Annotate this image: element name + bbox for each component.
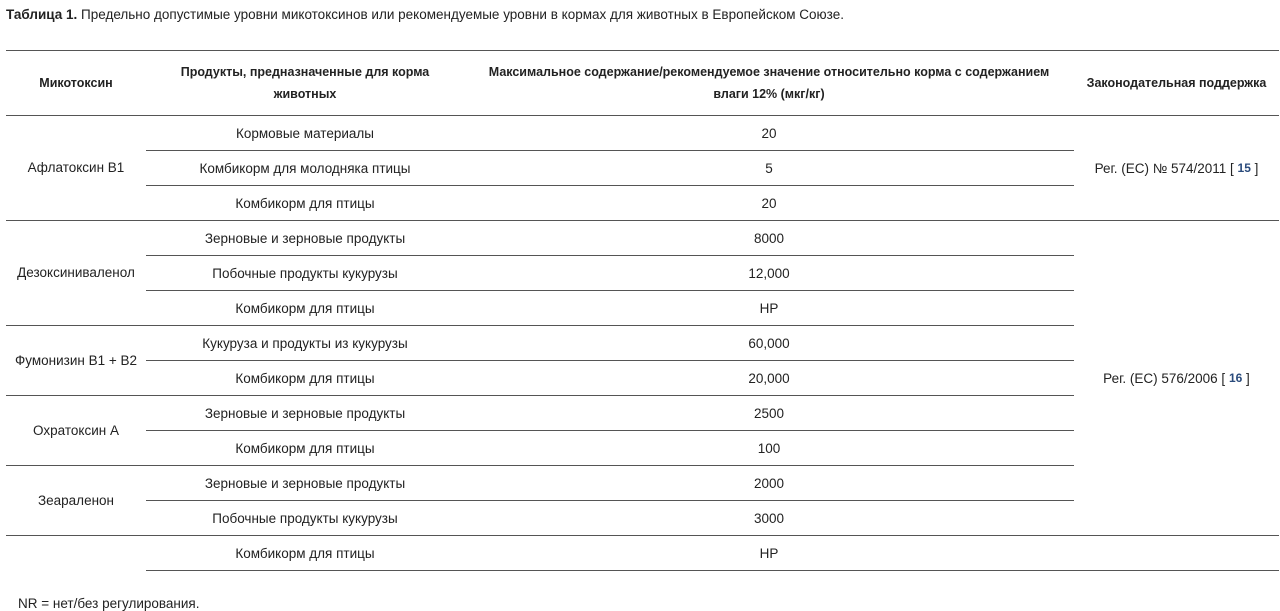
product-cell: Комбикорм для молодняка птицы [146, 151, 464, 186]
toxin-zearalenone: Зеараленон [6, 466, 146, 536]
value-cell: 20 [464, 116, 1074, 151]
product-cell: Комбикорм для птицы [146, 431, 464, 466]
product-cell: Зерновые и зерновые продукты [146, 466, 464, 501]
mycotoxin-table [6, 50, 1279, 571]
product-cell: Комбикорм для птицы [146, 186, 464, 221]
ref-text: Рег. (EC) 576/2006 [ [1103, 370, 1229, 386]
toxin-deoxynivalenol: Дезоксиниваленол [6, 221, 146, 326]
product-cell: Кукуруза и продукты из кукурузы [146, 326, 464, 361]
value-cell: НР [464, 536, 1074, 571]
toxin-ochratoxin: Охратоксин А [6, 396, 146, 466]
table-footnote: NR = нет/без регулирования. [18, 596, 200, 611]
product-cell: Побочные продукты кукурузы [146, 501, 464, 536]
empty-cell [6, 536, 146, 571]
toxin-fumonisin: Фумонизин B1 + B2 [6, 326, 146, 396]
header-legislation: Законодательная поддержка [1086, 76, 1267, 90]
header-max-content: Максимальное содержание/рекомендуемое значение относительно корма с содержанием влаги 12% (мкг/кг) [488, 65, 1050, 101]
value-cell: 2000 [464, 466, 1074, 501]
ref-close: ] [1242, 370, 1250, 386]
legislation-ref-576 [1074, 221, 1279, 536]
header-mycotoxin: Микотоксин [39, 76, 113, 90]
value-cell: 20 [464, 186, 1074, 221]
value-cell: 3000 [464, 501, 1074, 536]
table-caption-text: Предельно допустимые уровни микотоксинов или рекомендуемые уровни в кормах для животных в Европейском Союзе. [77, 7, 844, 22]
product-cell: Зерновые и зерновые продукты [146, 396, 464, 431]
value-cell: 60,000 [464, 326, 1074, 361]
legislation-ref-574 [1074, 116, 1279, 221]
table-row [6, 116, 1279, 151]
ref-link-16[interactable]: 16 [1228, 370, 1243, 385]
toxin-aflatoxin: Афлатоксин B1 [6, 116, 146, 221]
product-cell: Комбикорм для птицы [146, 361, 464, 396]
empty-cell [1074, 536, 1279, 571]
table-caption-label: Таблица 1. [6, 7, 78, 22]
value-cell: 12,000 [464, 256, 1074, 291]
product-cell: Кормовые материалы [146, 116, 464, 151]
ref-close: ] [1250, 160, 1259, 176]
value-cell: НР [464, 291, 1074, 326]
ref-text: Рег. (EC) № 574/2011 [ [1094, 160, 1238, 176]
product-cell: Зерновые и зерновые продукты [146, 221, 464, 256]
value-cell: 8000 [464, 221, 1074, 256]
value-cell: 20,000 [464, 361, 1074, 396]
product-cell: Комбикорм для птицы [146, 536, 464, 571]
ref-link-15[interactable]: 15 [1237, 160, 1251, 175]
value-cell: 5 [464, 151, 1074, 186]
table-caption [6, 7, 844, 22]
table-header-row [6, 51, 1279, 116]
product-cell: Побочные продукты кукурузы [146, 256, 464, 291]
header-products: Продукты, предназначенные для корма животных [180, 65, 430, 101]
table-row [6, 221, 1279, 256]
product-cell: Комбикорм для птицы [146, 291, 464, 326]
value-cell: 100 [464, 431, 1074, 466]
value-cell: 2500 [464, 396, 1074, 431]
table-row [6, 536, 1279, 571]
